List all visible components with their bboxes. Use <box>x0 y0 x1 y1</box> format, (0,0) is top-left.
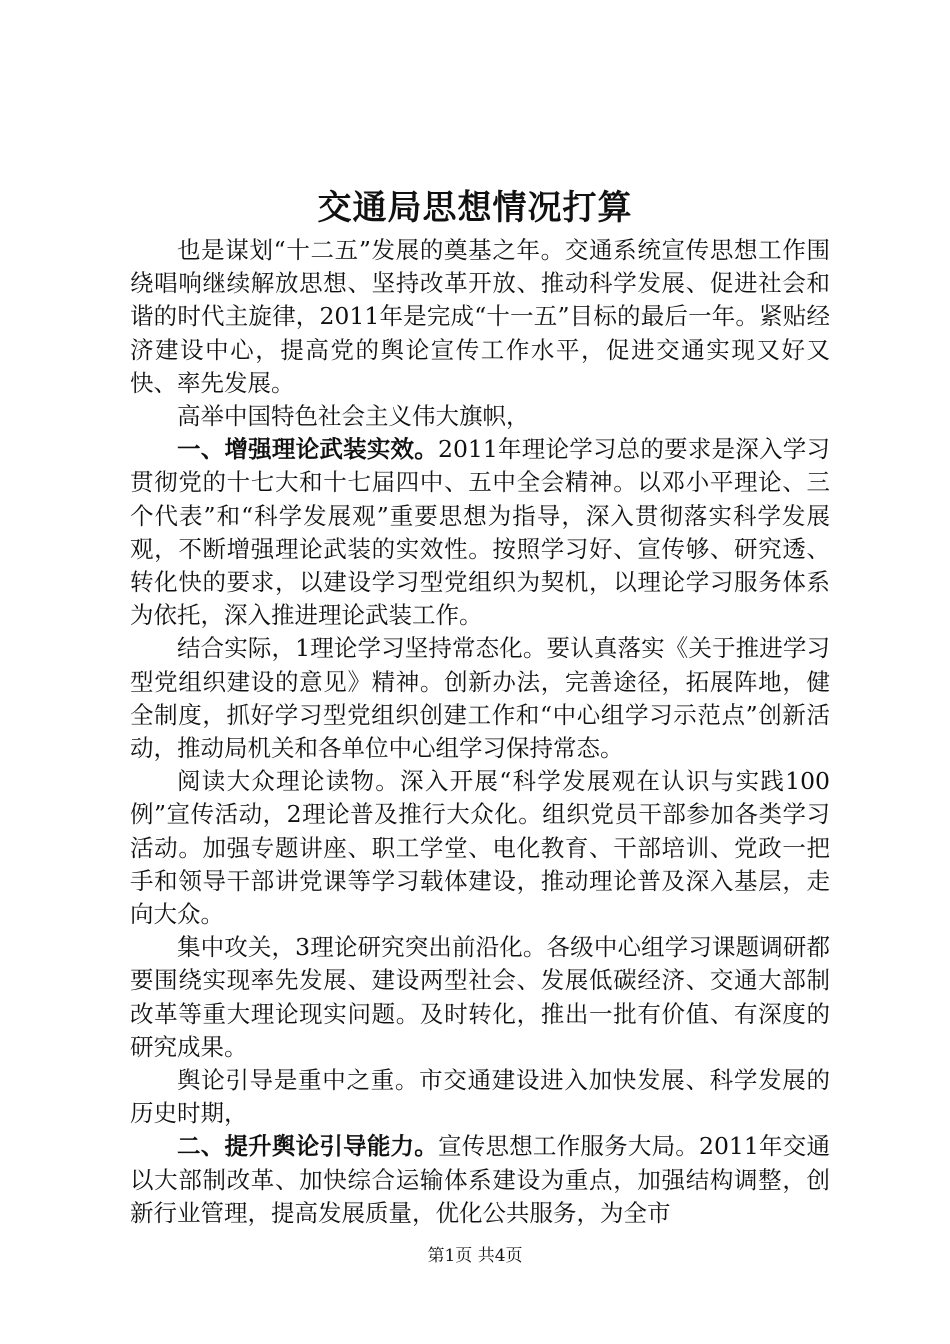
paragraph-4-text: 结合实际，1理论学习坚持常态化。要认真落实《关于推进学习型党组织建设的意见》精神。创新办法，完善途径，拓展阵地，健全制度，抓好学习型党组织创建工作和“中心组学习示范点”创新活动，推动局机关和各单位中心组学习保持常态。 <box>130 634 830 763</box>
paragraph-2-text: 高举中国特色社会主义伟大旗帜， <box>177 402 530 431</box>
section-heading-2: 二、提升舆论引导能力。 <box>177 1132 439 1161</box>
document-body <box>130 234 830 1230</box>
paragraph-1-text: 也是谋划“十二五”发展的奠基之年。交通系统宣传思想工作围绕唱响继续解放思想、坚持改革开放、推动科学发展、促进社会和谐的时代主旋律，2011年是完成“十一五”目标的最后一年。紧贴经济建设中心，提高党的舆论宣传工作水平，促进交通实现又好又快、率先发展。 <box>130 236 830 397</box>
document-title: 交通局思想情况打算 <box>317 188 633 228</box>
page-number-footer: 第1页 共4页 <box>427 1246 523 1266</box>
paragraph-1 <box>130 234 830 400</box>
paragraph-3 <box>130 433 830 632</box>
paragraph-4 <box>130 632 830 765</box>
section-heading-1: 一、增强理论武装实效。 <box>177 435 439 464</box>
paragraph-7-text: 舆论引导是重中之重。市交通建设进入加快发展、科学发展的历史时期， <box>130 1066 830 1128</box>
paragraph-8 <box>130 1130 830 1230</box>
paragraph-6-text: 集中攻关，3理论研究突出前沿化。各级中心组学习课题调研都要围绕实现率先发展、建设两型社会、发展低碳经济、交通大部制改革等重大理论现实问题。及时转化，推出一批有价值、有深度的研究成果。 <box>130 933 830 1061</box>
paragraph-2 <box>130 400 830 433</box>
paragraph-6 <box>130 931 830 1064</box>
paragraph-5 <box>130 765 830 931</box>
paragraph-8-text: 宣传思想工作服务大局。2011年交通以大部制改革、加快综合运输体系建设为重点，加强结构调整，创新行业管理，提高发展质量，优化公共服务，为全市 <box>130 1132 831 1227</box>
paragraph-3-text: 2011年理论学习总的要求是深入学习贯彻党的十七大和十七届四中、五中全会精神。以邓小平理论、三个代表”和“科学发展观”重要思想为指导，深入贯彻落实科学发展观，不断增强理论武装的实效性。按照学习好、宣传够、研究透、转化快的要求，以建设学习型党组织为契机，以理论学习服务体系为依托，深入推进理论武装工作。 <box>130 435 831 630</box>
paragraph-7 <box>130 1064 830 1130</box>
paragraph-5-text: 阅读大众理论读物。深入开展“科学发展观在认识与实践100例”宣传活动，2理论普及推行大众化。组织党员干部参加各类学习活动。加强专题讲座、职工学堂、电化教育、干部培训、党政一把手和领导干部讲党课等学习载体建设，推动理论普及深入基层，走向大众。 <box>130 767 830 929</box>
